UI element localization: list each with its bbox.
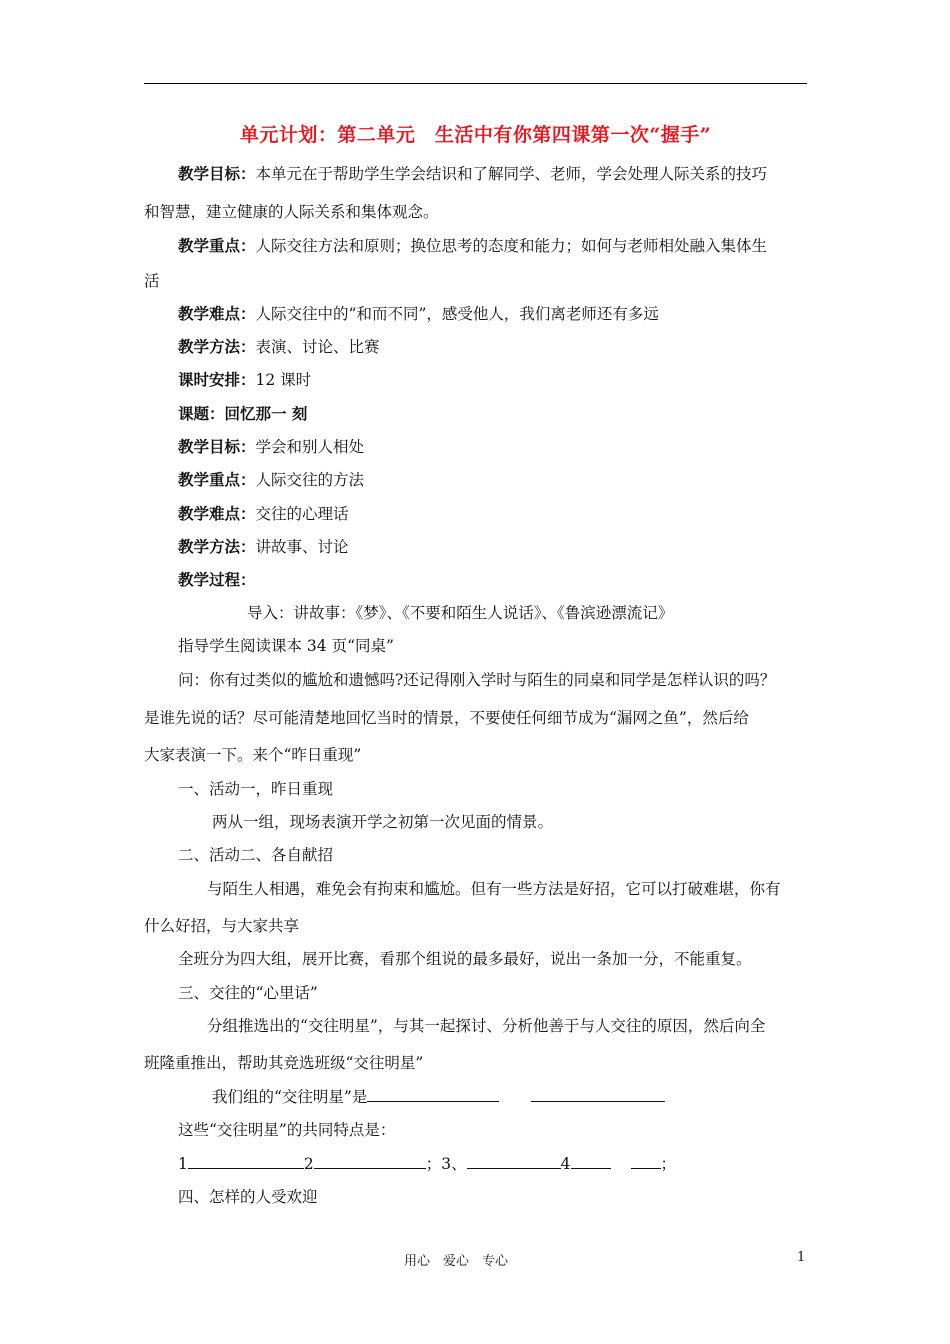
fill-blank-3[interactable] bbox=[467, 1154, 561, 1169]
activity2-heading: 二、活动二、各自献招 bbox=[178, 846, 334, 864]
hours-label: 课时安排： bbox=[178, 370, 256, 389]
method2-line bbox=[178, 537, 858, 557]
key-text-1: 人际交往方法和原则；换位思考的态度和能力；如何与老师相处融入集体生 bbox=[255, 237, 768, 255]
common-traits-line: 这些“交往明星”的共同特点是： bbox=[178, 1121, 396, 1139]
activity3-heading: 三、交往的“心里话” bbox=[178, 984, 318, 1002]
goal-line-1 bbox=[178, 164, 858, 184]
document-title: 单元计划：第二单元 生活中有你第四课第一次“握手” bbox=[239, 124, 712, 146]
question-line-2: 是谁先说的话？尽可能清楚地回忆当时的情景，不要使任何细节成为“漏网之鱼”，然后给 bbox=[144, 709, 749, 727]
fill-num-2: 2 bbox=[303, 1155, 314, 1173]
goal-line-2: 和智慧，建立健康的人际关系和集体观念。 bbox=[144, 203, 439, 221]
goal-text-1: 本单元在于帮助学生学会结识和了解同学、老师，学会处理人际关系的技巧 bbox=[255, 165, 768, 183]
key-line-2: 活 bbox=[144, 272, 160, 290]
key2-line bbox=[178, 470, 858, 490]
activity3-text-2: 班隆重推出，帮助其竞选班级“交往明星” bbox=[144, 1054, 424, 1072]
method2-label: 教学方法： bbox=[178, 537, 256, 556]
fill-num-1: 1 bbox=[178, 1155, 188, 1173]
diff2-text: 交往的心理话 bbox=[255, 505, 349, 523]
guide-line: 指导学生阅读课本 34 页“同桌” bbox=[178, 637, 394, 655]
page-footer: 用心 爱心 专心 bbox=[404, 1254, 509, 1269]
goal2-label: 教学目标： bbox=[178, 437, 256, 456]
hours-text: 12 课时 bbox=[255, 371, 312, 389]
method-text: 表演、讨论、比赛 bbox=[255, 338, 380, 356]
goal-label: 教学目标： bbox=[178, 164, 256, 183]
activity2-text-3: 全班分为四大组，展开比赛，看那个组说的最多最好，说出一条加一分，不能重复。 bbox=[178, 950, 752, 968]
activity4-heading: 四、怎样的人受欢迎 bbox=[178, 1188, 318, 1206]
diff2-line bbox=[178, 504, 858, 524]
fill-in-line bbox=[178, 1154, 858, 1174]
key2-label: 教学重点： bbox=[178, 470, 256, 489]
question-line-1: 问：你有过类似的尴尬和遗憾吗?还记得刚入学时与陌生的同桌和同学是怎样认识的吗？ bbox=[178, 671, 776, 689]
key-label: 教学重点： bbox=[178, 236, 256, 255]
star-blank-1[interactable] bbox=[367, 1087, 499, 1102]
method-line bbox=[178, 337, 858, 357]
intro-line: 导入：讲故事：《梦》、《不要和陌生人说话》、《鲁滨逊漂流记》 bbox=[247, 604, 674, 622]
question-line-3: 大家表演一下。来个“昨日重现” bbox=[144, 746, 362, 764]
diff-label: 教学难点： bbox=[178, 304, 256, 323]
activity1-heading: 一、活动一，昨日重现 bbox=[178, 780, 334, 798]
header-rule bbox=[144, 83, 807, 84]
activity1-text: 两从一组，现场表演开学之初第一次见面的情景。 bbox=[212, 813, 554, 831]
process-label: 教学过程： bbox=[178, 570, 256, 589]
method2-text: 讲故事、讨论 bbox=[255, 538, 349, 556]
method-label: 教学方法： bbox=[178, 337, 256, 356]
key-line-1 bbox=[178, 236, 858, 256]
fill-end: ； bbox=[660, 1155, 677, 1173]
fill-num-4: 4 bbox=[560, 1155, 571, 1173]
fill-blank-2[interactable] bbox=[314, 1154, 426, 1169]
key2-text: 人际交往的方法 bbox=[255, 471, 365, 489]
fill-blank-1[interactable] bbox=[188, 1154, 304, 1169]
star-label: 我们组的“交往明星”是 bbox=[212, 1088, 368, 1106]
hours-line bbox=[178, 370, 858, 390]
diff-line bbox=[178, 304, 858, 324]
fill-separator: ；3、 bbox=[425, 1155, 467, 1173]
page-number: 1 bbox=[797, 1250, 806, 1265]
activity2-text-2: 什么好招，与大家共享 bbox=[144, 917, 300, 935]
diff2-label: 教学难点： bbox=[178, 504, 256, 523]
star-line bbox=[212, 1087, 892, 1107]
topic-line bbox=[178, 404, 858, 424]
topic-label: 课题：回忆那一 刻 bbox=[178, 404, 308, 423]
fill-blank-5[interactable] bbox=[631, 1154, 661, 1169]
activity2-text-1: 与陌生人相遇，难免会有拘束和尴尬。但有一些方法是好招，它可以打破难堪，你有 bbox=[207, 880, 781, 898]
process-line bbox=[178, 570, 858, 590]
diff-text: 人际交往中的“和而不同”，感受他人，我们离老师还有多远 bbox=[255, 305, 659, 323]
star-blank-2[interactable] bbox=[531, 1087, 665, 1102]
goal2-line bbox=[178, 437, 858, 457]
fill-blank-4[interactable] bbox=[571, 1154, 611, 1169]
goal2-text: 学会和别人相处 bbox=[255, 438, 365, 456]
activity3-text-1: 分组推选出的“交往明星”，与其一起探讨、分析他善于与人交往的原因，然后向全 bbox=[207, 1017, 766, 1035]
